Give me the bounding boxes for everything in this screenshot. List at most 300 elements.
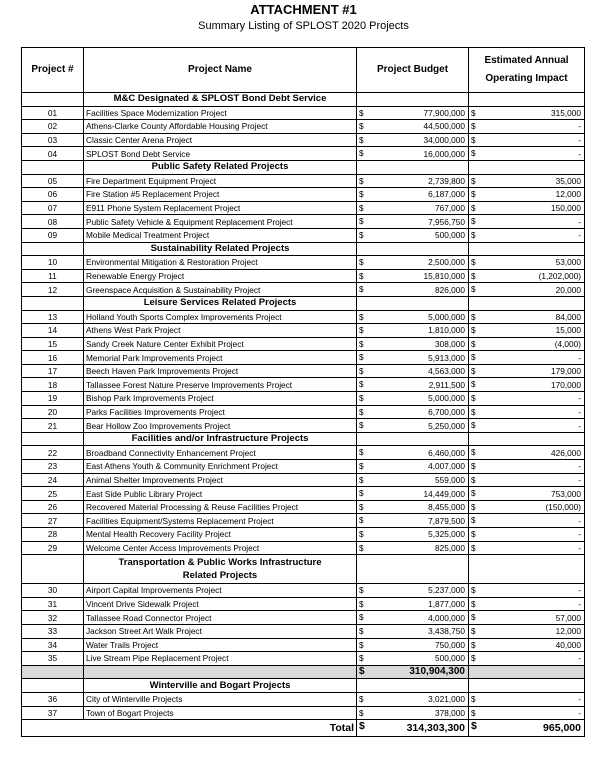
table-row bbox=[22, 419, 585, 433]
section-title-title-line2: Related Projects bbox=[182, 570, 258, 582]
section-empty-cell bbox=[469, 555, 585, 584]
section-header-row bbox=[22, 160, 585, 174]
project-name: Beech Haven Park Improvements Project bbox=[84, 364, 357, 378]
project-name: Facilities Space Modernization Project bbox=[84, 106, 357, 120]
table-row bbox=[22, 528, 585, 542]
project-budget bbox=[357, 652, 469, 666]
section-title: Facilities and/or Infrastructure Projects bbox=[84, 432, 357, 446]
table-row bbox=[22, 351, 585, 365]
project-number: 16 bbox=[22, 351, 84, 365]
currency-symbol: $ bbox=[471, 474, 476, 485]
operating-impact-value: - bbox=[578, 461, 581, 472]
project-budget-value: 500,000 bbox=[435, 653, 465, 664]
currency-symbol: $ bbox=[471, 325, 476, 336]
project-budget-value: 5,237,000 bbox=[428, 585, 465, 596]
section-empty-cell bbox=[357, 555, 469, 584]
currency-symbol: $ bbox=[359, 529, 364, 539]
table-row bbox=[22, 638, 585, 652]
table-row bbox=[22, 201, 585, 215]
operating-impact-value: 35,000 bbox=[555, 175, 581, 186]
project-number: 13 bbox=[22, 310, 84, 324]
currency-symbol: $ bbox=[359, 325, 364, 336]
currency-symbol: $ bbox=[471, 134, 476, 145]
operating-impact-value: - bbox=[578, 148, 581, 159]
operating-impact bbox=[469, 446, 585, 460]
currency-symbol: $ bbox=[359, 639, 364, 650]
currency-symbol: $ bbox=[471, 406, 476, 417]
project-number: 25 bbox=[22, 487, 84, 501]
project-budget bbox=[357, 487, 469, 501]
project-name: SPLOST Bond Debt Service bbox=[84, 147, 357, 161]
currency-symbol: $ bbox=[471, 270, 476, 281]
section-empty-cell bbox=[22, 242, 84, 256]
project-budget-value: 2,739,800 bbox=[428, 175, 465, 186]
currency-symbol: $ bbox=[359, 270, 364, 281]
currency-symbol: $ bbox=[359, 393, 364, 404]
project-number: 01 bbox=[22, 106, 84, 120]
operating-impact-value: 20,000 bbox=[555, 284, 581, 295]
project-budget-value: 2,911,500 bbox=[428, 379, 465, 390]
operating-impact bbox=[469, 174, 585, 188]
project-name: Fire Department Equipment Project bbox=[84, 174, 357, 188]
currency-symbol: $ bbox=[471, 202, 476, 213]
section-empty-cell bbox=[22, 555, 84, 584]
table-row bbox=[22, 460, 585, 474]
project-number: 19 bbox=[22, 392, 84, 406]
currency-symbol: $ bbox=[471, 393, 476, 404]
table-row bbox=[22, 337, 585, 351]
table-body bbox=[22, 93, 585, 737]
table-row bbox=[22, 405, 585, 419]
project-name: Mental Health Recovery Facility Project bbox=[84, 528, 357, 542]
project-budget bbox=[357, 528, 469, 542]
table-row bbox=[22, 215, 585, 229]
operating-impact-value: - bbox=[578, 121, 581, 132]
currency-symbol: $ bbox=[471, 121, 476, 132]
subtotal-row bbox=[22, 665, 585, 679]
project-number: 18 bbox=[22, 378, 84, 392]
currency-symbol: $ bbox=[359, 612, 364, 623]
currency-symbol: $ bbox=[359, 420, 364, 431]
project-number: 07 bbox=[22, 201, 84, 215]
currency-symbol: $ bbox=[359, 148, 364, 159]
project-budget bbox=[357, 419, 469, 433]
operating-impact bbox=[469, 269, 585, 283]
project-budget-value: 34,000,000 bbox=[423, 135, 465, 146]
project-number: 37 bbox=[22, 706, 84, 720]
currency-symbol: $ bbox=[359, 653, 364, 664]
total-budget bbox=[357, 720, 469, 737]
operating-impact bbox=[469, 473, 585, 487]
operating-impact bbox=[469, 337, 585, 351]
project-budget-value: 5,250,000 bbox=[428, 420, 465, 431]
section-empty-cell bbox=[357, 679, 469, 693]
table-header-row bbox=[22, 48, 585, 93]
table-row bbox=[22, 624, 585, 638]
project-budget bbox=[357, 120, 469, 134]
section-empty-cell bbox=[357, 160, 469, 174]
operating-impact-value: - bbox=[578, 694, 581, 705]
project-name: Airport Capital Improvements Project bbox=[84, 584, 357, 598]
table-row bbox=[22, 120, 585, 134]
currency-symbol: $ bbox=[359, 625, 364, 636]
header-impact-line2: Operating Impact bbox=[485, 73, 568, 84]
document-header bbox=[0, 0, 607, 34]
project-budget-value: 6,187,000 bbox=[428, 189, 465, 200]
table-row bbox=[22, 324, 585, 338]
operating-impact-value: (1,202,000) bbox=[538, 271, 581, 282]
operating-impact bbox=[469, 706, 585, 720]
section-empty-cell bbox=[469, 679, 585, 693]
page-subtitle: Summary Listing of SPLOST 2020 Projects bbox=[198, 20, 409, 32]
section-header-row bbox=[22, 296, 585, 310]
header-project-number: Project # bbox=[22, 48, 84, 93]
total-row bbox=[22, 720, 585, 737]
operating-impact-value: - bbox=[578, 707, 581, 718]
project-number: 22 bbox=[22, 446, 84, 460]
operating-impact bbox=[469, 324, 585, 338]
operating-impact-value: - bbox=[578, 230, 581, 241]
operating-impact-value: - bbox=[578, 599, 581, 610]
operating-impact-value: 40,000 bbox=[555, 639, 581, 650]
operating-impact bbox=[469, 310, 585, 324]
project-number: 35 bbox=[22, 652, 84, 666]
section-title bbox=[84, 555, 357, 584]
project-budget-value: 4,563,000 bbox=[428, 366, 465, 377]
project-number: 33 bbox=[22, 624, 84, 638]
project-budget-value: 77,900,000 bbox=[423, 107, 465, 118]
project-number: 36 bbox=[22, 692, 84, 706]
project-budget bbox=[357, 351, 469, 365]
project-budget bbox=[357, 174, 469, 188]
project-budget-value: 4,007,000 bbox=[428, 461, 465, 472]
operating-impact bbox=[469, 215, 585, 229]
project-budget bbox=[357, 364, 469, 378]
table-row bbox=[22, 473, 585, 487]
project-number: 26 bbox=[22, 500, 84, 514]
operating-impact-value: 12,000 bbox=[555, 189, 581, 200]
project-number: 32 bbox=[22, 611, 84, 625]
section-header-row bbox=[22, 93, 585, 107]
operating-impact bbox=[469, 405, 585, 419]
section-header-row bbox=[22, 679, 585, 693]
project-budget-value: 378,000 bbox=[435, 707, 465, 718]
section-title-title-line1: Transportation & Public Works Infrastructure bbox=[118, 557, 322, 569]
operating-impact bbox=[469, 120, 585, 134]
currency-symbol: $ bbox=[471, 148, 476, 159]
operating-impact-value: - bbox=[578, 216, 581, 227]
project-name: City of Winterville Projects bbox=[84, 692, 357, 706]
currency-symbol: $ bbox=[471, 189, 476, 200]
project-budget-value: 6,460,000 bbox=[428, 447, 465, 458]
project-name: Vincent Drive Sidewalk Project bbox=[84, 597, 357, 611]
operating-impact bbox=[469, 392, 585, 406]
section-empty-cell bbox=[469, 242, 585, 256]
table-row bbox=[22, 392, 585, 406]
operating-impact-value: - bbox=[578, 585, 581, 596]
subtotal-budget bbox=[357, 665, 469, 679]
project-name: Jackson Street Art Walk Project bbox=[84, 624, 357, 638]
currency-symbol: $ bbox=[359, 257, 364, 268]
project-name: Bear Hollow Zoo Improvements Project bbox=[84, 419, 357, 433]
project-budget-value: 6,700,000 bbox=[428, 406, 465, 417]
currency-symbol: $ bbox=[359, 720, 365, 733]
project-budget-value: 767,000 bbox=[435, 203, 465, 214]
project-number: 09 bbox=[22, 228, 84, 242]
project-budget bbox=[357, 201, 469, 215]
currency-symbol: $ bbox=[471, 639, 476, 650]
section-header-row bbox=[22, 432, 585, 446]
currency-symbol: $ bbox=[359, 229, 364, 240]
table-row bbox=[22, 283, 585, 297]
table-row bbox=[22, 269, 585, 283]
currency-symbol: $ bbox=[359, 338, 364, 349]
operating-impact bbox=[469, 638, 585, 652]
project-budget-value: 16,000,000 bbox=[423, 148, 465, 159]
project-budget bbox=[357, 215, 469, 229]
project-name: Athens West Park Project bbox=[84, 324, 357, 338]
project-budget-value: 5,000,000 bbox=[428, 393, 465, 404]
currency-symbol: $ bbox=[359, 189, 364, 200]
currency-symbol: $ bbox=[471, 338, 476, 349]
operating-impact-value: 84,000 bbox=[555, 311, 581, 322]
operating-impact-value: - bbox=[578, 420, 581, 431]
section-title: M&C Designated & SPLOST Bond Debt Service bbox=[84, 93, 357, 107]
project-budget bbox=[357, 228, 469, 242]
project-name: Animal Shelter Improvements Project bbox=[84, 473, 357, 487]
operating-impact bbox=[469, 500, 585, 514]
project-name: Sandy Creek Nature Center Exhibit Project bbox=[84, 337, 357, 351]
project-budget bbox=[357, 310, 469, 324]
project-budget bbox=[357, 638, 469, 652]
section-empty-cell bbox=[22, 679, 84, 693]
currency-symbol: $ bbox=[359, 598, 364, 609]
section-empty-cell bbox=[469, 160, 585, 174]
project-number: 12 bbox=[22, 283, 84, 297]
project-budget-value: 8,455,000 bbox=[428, 502, 465, 513]
table-row bbox=[22, 364, 585, 378]
project-budget bbox=[357, 611, 469, 625]
section-empty-cell bbox=[357, 296, 469, 310]
operating-impact bbox=[469, 147, 585, 161]
project-number: 21 bbox=[22, 419, 84, 433]
project-budget bbox=[357, 405, 469, 419]
header-project-budget: Project Budget bbox=[357, 48, 469, 93]
section-empty-cell bbox=[469, 432, 585, 446]
currency-symbol: $ bbox=[359, 311, 364, 322]
operating-impact-value: - bbox=[578, 474, 581, 485]
project-number: 30 bbox=[22, 584, 84, 598]
project-number: 11 bbox=[22, 269, 84, 283]
project-budget bbox=[357, 188, 469, 202]
project-name: Fire Station #5 Replacement Project bbox=[84, 188, 357, 202]
section-title: Sustainability Related Projects bbox=[84, 242, 357, 256]
operating-impact-value: 179,000 bbox=[551, 366, 581, 377]
project-budget-value: 1,877,000 bbox=[428, 599, 465, 610]
project-name: Facilities Equipment/Systems Replacement Project bbox=[84, 514, 357, 528]
section-empty-cell bbox=[357, 242, 469, 256]
project-name: Parks Facilities Improvements Project bbox=[84, 405, 357, 419]
operating-impact bbox=[469, 351, 585, 365]
table-row bbox=[22, 378, 585, 392]
currency-symbol: $ bbox=[471, 175, 476, 186]
currency-symbol: $ bbox=[359, 474, 364, 485]
project-number: 17 bbox=[22, 364, 84, 378]
operating-impact bbox=[469, 487, 585, 501]
subtotal-empty-cell bbox=[469, 665, 585, 679]
currency-symbol: $ bbox=[471, 720, 477, 733]
operating-impact-value: - bbox=[578, 542, 581, 553]
project-number: 34 bbox=[22, 638, 84, 652]
project-budget bbox=[357, 392, 469, 406]
table-row bbox=[22, 106, 585, 120]
currency-symbol: $ bbox=[471, 501, 476, 512]
section-header-row bbox=[22, 555, 585, 584]
currency-symbol: $ bbox=[359, 216, 364, 227]
project-budget-value: 826,000 bbox=[435, 284, 465, 295]
currency-symbol: $ bbox=[471, 653, 476, 664]
currency-symbol: $ bbox=[471, 461, 476, 472]
project-budget-value: 15,810,000 bbox=[423, 271, 465, 282]
table-row bbox=[22, 541, 585, 555]
project-number: 27 bbox=[22, 514, 84, 528]
section-empty-cell bbox=[357, 93, 469, 107]
table-row bbox=[22, 597, 585, 611]
currency-symbol: $ bbox=[359, 707, 364, 718]
currency-symbol: $ bbox=[359, 488, 364, 499]
currency-symbol: $ bbox=[471, 216, 476, 227]
project-number: 28 bbox=[22, 528, 84, 542]
currency-symbol: $ bbox=[471, 284, 476, 295]
section-empty-cell bbox=[22, 160, 84, 174]
project-number: 06 bbox=[22, 188, 84, 202]
project-number: 03 bbox=[22, 133, 84, 147]
table-row bbox=[22, 188, 585, 202]
currency-symbol: $ bbox=[359, 121, 364, 132]
currency-symbol: $ bbox=[359, 585, 364, 596]
operating-impact-value: - bbox=[578, 653, 581, 664]
operating-impact bbox=[469, 283, 585, 297]
table-row bbox=[22, 174, 585, 188]
currency-symbol: $ bbox=[471, 529, 476, 539]
operating-impact-value: (4,000) bbox=[554, 338, 581, 349]
currency-symbol: $ bbox=[471, 420, 476, 431]
currency-symbol: $ bbox=[359, 365, 364, 376]
operating-impact-value: (150,000) bbox=[545, 502, 581, 513]
table-row bbox=[22, 487, 585, 501]
project-name: Tallassee Road Connector Project bbox=[84, 611, 357, 625]
project-budget bbox=[357, 283, 469, 297]
currency-symbol: $ bbox=[471, 515, 476, 526]
operating-impact-value: 315,000 bbox=[551, 107, 581, 118]
currency-symbol: $ bbox=[471, 257, 476, 268]
project-budget-value: 559,000 bbox=[435, 474, 465, 485]
project-budget-value: 750,000 bbox=[435, 639, 465, 650]
operating-impact bbox=[469, 188, 585, 202]
project-budget-value: 308,000 bbox=[435, 338, 465, 349]
project-number: 08 bbox=[22, 215, 84, 229]
subtotal-budget-value: 310,904,300 bbox=[409, 666, 465, 678]
project-budget-value: 5,000,000 bbox=[428, 311, 465, 322]
project-name: Tallassee Forest Nature Preserve Improvements Project bbox=[84, 378, 357, 392]
project-budget bbox=[357, 133, 469, 147]
project-budget bbox=[357, 500, 469, 514]
table-row bbox=[22, 310, 585, 324]
currency-symbol: $ bbox=[471, 365, 476, 376]
currency-symbol: $ bbox=[471, 625, 476, 636]
project-budget-value: 500,000 bbox=[435, 230, 465, 241]
project-budget-value: 5,325,000 bbox=[428, 529, 465, 540]
operating-impact-value: 57,000 bbox=[555, 612, 581, 623]
project-number: 29 bbox=[22, 541, 84, 555]
currency-symbol: $ bbox=[359, 542, 364, 553]
currency-symbol: $ bbox=[471, 379, 476, 390]
projects-table bbox=[21, 47, 585, 737]
project-budget bbox=[357, 624, 469, 638]
currency-symbol: $ bbox=[359, 379, 364, 390]
operating-impact bbox=[469, 364, 585, 378]
project-budget bbox=[357, 324, 469, 338]
currency-symbol: $ bbox=[471, 598, 476, 609]
project-budget bbox=[357, 460, 469, 474]
table-row bbox=[22, 652, 585, 666]
operating-impact-value: - bbox=[578, 515, 581, 526]
project-number: 31 bbox=[22, 597, 84, 611]
header-impact-line1: Estimated Annual bbox=[484, 55, 569, 66]
project-budget-value: 44,500,000 bbox=[423, 121, 465, 132]
project-name: Welcome Center Access Improvements Project bbox=[84, 541, 357, 555]
operating-impact bbox=[469, 624, 585, 638]
table-row bbox=[22, 500, 585, 514]
project-number: 10 bbox=[22, 256, 84, 270]
section-empty-cell bbox=[22, 93, 84, 107]
operating-impact bbox=[469, 133, 585, 147]
project-name: Memorial Park Improvements Project bbox=[84, 351, 357, 365]
project-name: Bishop Park Improvements Project bbox=[84, 392, 357, 406]
currency-symbol: $ bbox=[359, 134, 364, 145]
project-budget-value: 5,913,000 bbox=[428, 352, 465, 363]
currency-symbol: $ bbox=[359, 461, 364, 472]
subtotal-empty-cell bbox=[22, 665, 84, 679]
table-row bbox=[22, 256, 585, 270]
project-name: Public Safety Vehicle & Equipment Replacement Project bbox=[84, 215, 357, 229]
total-impact bbox=[469, 720, 585, 737]
operating-impact bbox=[469, 419, 585, 433]
section-empty-cell bbox=[357, 432, 469, 446]
page-title: ATTACHMENT #1 bbox=[250, 2, 357, 17]
currency-symbol: $ bbox=[471, 311, 476, 322]
project-name: Broadband Connectivity Enhancement Project bbox=[84, 446, 357, 460]
currency-symbol: $ bbox=[359, 447, 364, 458]
table-row bbox=[22, 584, 585, 598]
currency-symbol: $ bbox=[359, 202, 364, 213]
operating-impact-value: - bbox=[578, 352, 581, 363]
total-budget-value: 314,303,300 bbox=[406, 722, 465, 735]
operating-impact bbox=[469, 514, 585, 528]
currency-symbol: $ bbox=[471, 585, 476, 596]
operating-impact bbox=[469, 611, 585, 625]
section-empty-cell bbox=[469, 93, 585, 107]
project-number: 24 bbox=[22, 473, 84, 487]
operating-impact-value: - bbox=[578, 393, 581, 404]
project-budget bbox=[357, 473, 469, 487]
total-impact-value: 965,000 bbox=[543, 722, 581, 735]
section-title: Public Safety Related Projects bbox=[84, 160, 357, 174]
project-name: Environmental Mitigation & Restoration Project bbox=[84, 256, 357, 270]
project-budget bbox=[357, 378, 469, 392]
operating-impact-value: - bbox=[578, 529, 581, 540]
operating-impact bbox=[469, 528, 585, 542]
